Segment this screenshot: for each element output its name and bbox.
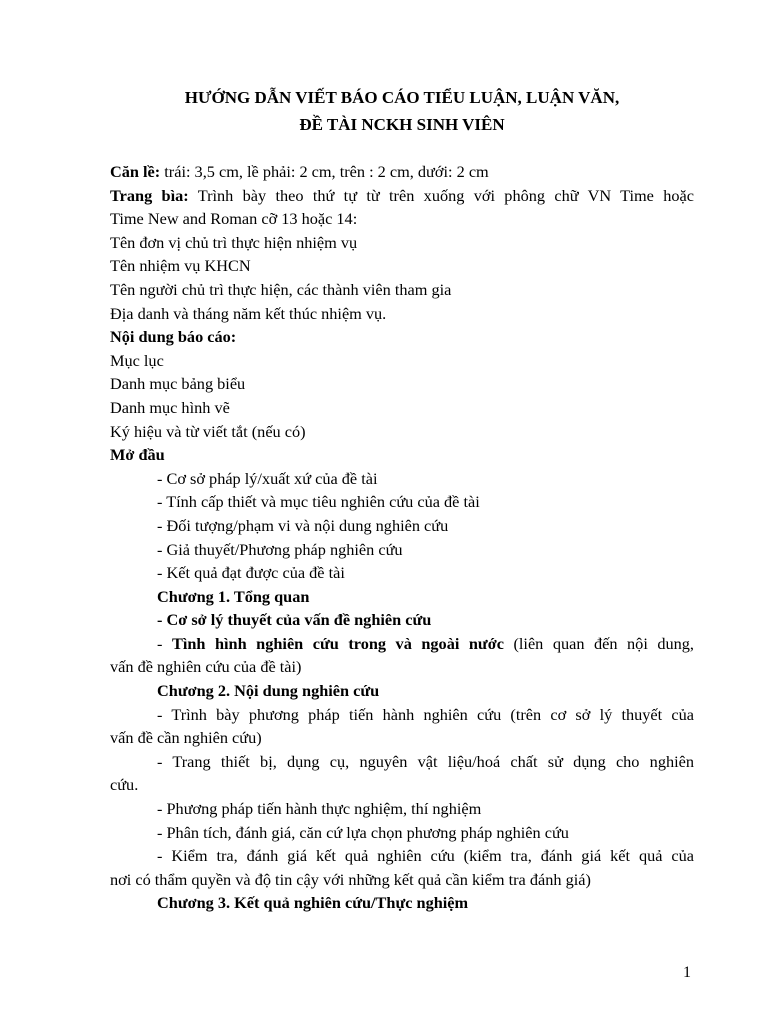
content-heading xyxy=(110,325,694,349)
chapter2-item2-l1: - Trang thiết bị, dụng cụ, nguyên vật liệu/hoá chất sử dụng cho nghiên xyxy=(157,751,694,771)
chapter1-heading xyxy=(110,585,694,609)
intro-label: Mở đầu xyxy=(110,445,165,465)
chapter2-item5-l1: - Kiểm tra, đánh giá kết quả nghiên cứu (kiểm tra, đánh giá kết quả của xyxy=(157,846,694,866)
cover-item: Tên người chủ trì thực hiện, các thành viên tham gia xyxy=(110,279,452,299)
intro-heading xyxy=(110,443,694,467)
chapter1-item2-rest: (liên quan đến nội dung, xyxy=(503,633,694,653)
intro-item: - Kết quả đạt được của đề tài xyxy=(157,563,345,583)
margins-line xyxy=(110,160,694,184)
chapter3-heading xyxy=(110,891,694,915)
margins-label: Căn lề: xyxy=(110,162,161,181)
intro-item: - Cơ sở pháp lý/xuất xứ của đề tài xyxy=(157,468,378,488)
content-label: Nội dung báo cáo: xyxy=(110,327,237,347)
chapter1-title: Chương 1. Tổng quan xyxy=(157,586,310,606)
chapter1-item1-text: - Cơ sở lý thuyết của vấn đề nghiên cứu xyxy=(157,610,432,630)
chapter2-item4: - Phân tích, đánh giá, căn cứ lựa chọn phương pháp nghiên cứu xyxy=(157,822,569,842)
content-item: Danh mục bảng biểu xyxy=(110,374,246,394)
content-item: Mục lục xyxy=(110,350,164,370)
doc-title-line2: ĐỀ TÀI NCKH SINH VIÊN xyxy=(299,115,505,134)
chapter2-heading xyxy=(110,679,694,703)
cover-item: Tên nhiệm vụ KHCN xyxy=(110,256,251,276)
doc-body xyxy=(110,160,694,915)
margins-text: trái: 3,5 cm, lề phải: 2 cm, trên : 2 cm, dưới: 2 cm xyxy=(160,162,489,181)
content-item: Ký hiệu và từ viết tắt (nếu có) xyxy=(110,421,306,441)
cover-text-l1: Trình bày theo thứ tự từ trên xuống với phông chữ VN Time hoặc xyxy=(188,185,694,205)
page-number: 1 xyxy=(683,964,691,981)
chapter2-item5-l2: nơi có thẩm quyền và độ tin cậy với những kết quả cần kiểm tra đánh giá) xyxy=(110,869,591,889)
doc-title-line1: HƯỚNG DẪN VIẾT BÁO CÁO TIỂU LUẬN, LUẬN VĂN, xyxy=(184,88,620,107)
chapter1-item2-l1 xyxy=(110,632,694,656)
cover-label: Trang bìa: xyxy=(110,185,189,205)
cover-item: Địa danh và tháng năm kết thúc nhiệm vụ. xyxy=(110,303,387,323)
chapter1-item2-prefix: - xyxy=(157,633,172,653)
chapter2-item1-l2: vấn đề cần nghiên cứu) xyxy=(110,728,262,748)
chapter3-title: Chương 3. Kết quả nghiên cứu/Thực nghiệm xyxy=(157,893,469,913)
intro-item: - Tính cấp thiết và mục tiêu nghiên cứu của đề tài xyxy=(157,492,480,512)
cover-item: Tên đơn vị chủ trì thực hiện nhiệm vụ xyxy=(110,232,358,252)
intro-item: - Giả thuyết/Phương pháp nghiên cứu xyxy=(157,539,403,559)
content-item: Danh mục hình vẽ xyxy=(110,397,230,417)
chapter2-item2-l2: cứu. xyxy=(110,775,139,795)
cover-line1 xyxy=(110,184,694,208)
cover-line2: Time New and Roman cỡ 13 hoặc 14: xyxy=(110,209,358,229)
chapter1-item2-l2: vấn đề nghiên cứu của đề tài) xyxy=(110,657,302,677)
intro-item: - Đối tượng/phạm vi và nội dung nghiên cứu xyxy=(157,515,449,535)
chapter1-item1 xyxy=(110,608,694,632)
chapter2-item1-l1: - Trình bày phương pháp tiến hành nghiên cứu (trên cơ sở lý thuyết của xyxy=(157,704,694,724)
chapter2-title: Chương 2. Nội dung nghiên cứu xyxy=(157,681,380,701)
chapter1-item2-bold: Tình hình nghiên cứu trong và ngoài nước xyxy=(171,633,504,653)
chapter2-item3: - Phương pháp tiến hành thực nghiệm, thí nghiệm xyxy=(157,799,482,819)
